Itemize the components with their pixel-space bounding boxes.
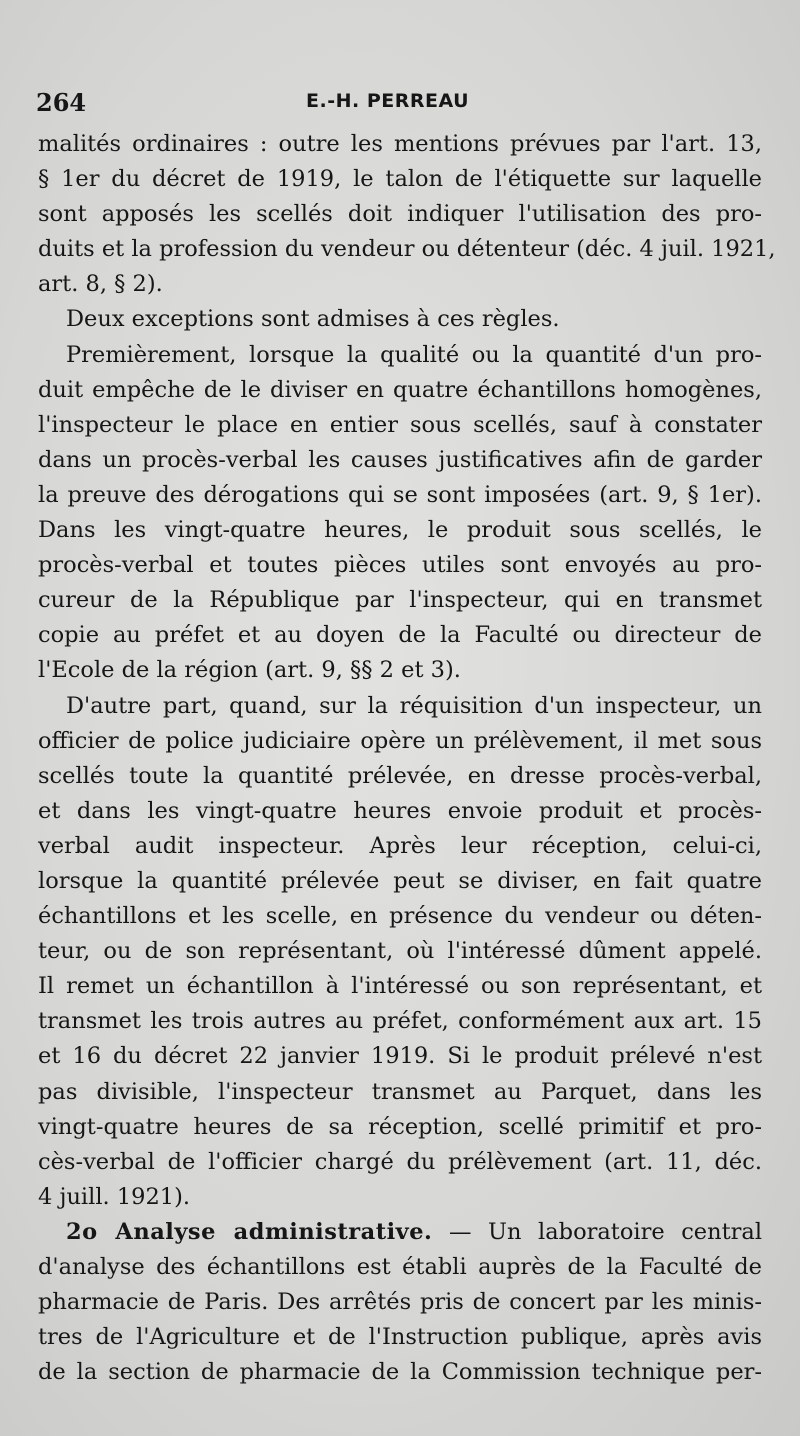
text-line: et 16 du décret 22 janvier 1919. Si le produit prélevé n'est: [38, 1043, 762, 1070]
text-line: cureur de la République par l'inspecteur, qui en transmet: [38, 587, 762, 614]
text-line: procès-verbal et toutes pièces utiles sont envoyés au pro-: [38, 552, 762, 579]
text-line: art. 8, § 2).: [38, 271, 163, 298]
text-line: transmet les trois autres au préfet, conformément aux art. 15: [38, 1008, 762, 1035]
text-line: Deux exceptions sont admises à ces règles.: [66, 306, 560, 333]
text-line: l'inspecteur le place en entier sous scellés, sauf à constater: [38, 411, 762, 438]
text-line: D'autre part, quand, sur la réquisition d'un inspecteur, un: [66, 692, 762, 719]
text-line: cès-verbal de l'officier chargé du prélèvement (art. 11, déc.: [38, 1148, 762, 1175]
text-line: scellés toute la quantité prélevée, en dresse procès-verbal,: [38, 762, 762, 789]
text-line: l'Ecole de la région (art. 9, §§ 2 et 3).: [38, 657, 461, 684]
body-text: [38, 127, 776, 1390]
text-line: pas divisible, l'inspecteur transmet au Parquet, dans les: [38, 1078, 762, 1105]
text-line: pharmacie de Paris. Des arrêtés pris de concert par les minis-: [38, 1289, 762, 1316]
text-line: vingt-quatre heures de sa réception, scellé primitif et pro-: [38, 1113, 762, 1140]
section-line: [38, 1215, 762, 1250]
text-run: — Un laboratoire central: [448, 1218, 763, 1245]
text-line: malités ordinaires : outre les mentions prévues par l'art. 13,: [38, 131, 762, 157]
text-line: lorsque la quantité prélevée peut se diviser, en fait quatre: [38, 867, 762, 894]
text-line: verbal audit inspecteur. Après leur réception, celui-ci,: [38, 832, 762, 859]
text-line: et dans les vingt-quatre heures envoie produit et procès-: [38, 797, 762, 824]
text-line: tres de l'Agriculture et de l'Instruction publique, après avis: [38, 1324, 762, 1351]
page-header: [36, 88, 766, 118]
text-line: la preuve des dérogations qui se sont imposées (art. 9, § 1er).: [38, 481, 762, 508]
text-line: Dans les vingt-quatre heures, le produit sous scellés, le: [38, 517, 762, 544]
text-line: Premièrement, lorsque la qualité ou la quantité d'un pro-: [66, 341, 762, 368]
text-line: officier de police judiciaire opère un prélèvement, il met sous: [38, 727, 762, 754]
page-number: 264: [36, 88, 87, 117]
text-line: duit empêche de le diviser en quatre échantillons homogènes,: [38, 376, 762, 403]
text-line: teur, ou de son représentant, où l'intéressé dûment appelé.: [38, 938, 762, 965]
text-line: § 1er du décret de 1919, le talon de l'étiquette sur laquelle: [38, 166, 762, 193]
section-heading: 2o Analyse administrative.: [66, 1218, 433, 1245]
running-head: E.-H. PERREAU: [306, 90, 470, 112]
text-line: copie au préfet et au doyen de la Faculté ou directeur de: [38, 622, 762, 649]
text-line: Il remet un échantillon à l'intéressé ou son représentant, et: [38, 973, 762, 1000]
text-line: de la section de pharmacie de la Commission technique per-: [38, 1359, 762, 1386]
text-line: 4 juill. 1921).: [38, 1183, 191, 1210]
text-line: dans un procès-verbal les causes justificatives afin de garder: [38, 446, 762, 473]
text-line: sont apposés les scellés doit indiquer l'utilisation des pro-: [38, 201, 762, 228]
text-line: duits et la profession du vendeur ou détenteur (déc. 4 juil. 1921,: [38, 236, 776, 263]
text-line: d'analyse des échantillons est établi auprès de la Faculté de: [38, 1254, 762, 1280]
text-line: échantillons et les scelle, en présence du vendeur ou déten-: [38, 903, 762, 930]
